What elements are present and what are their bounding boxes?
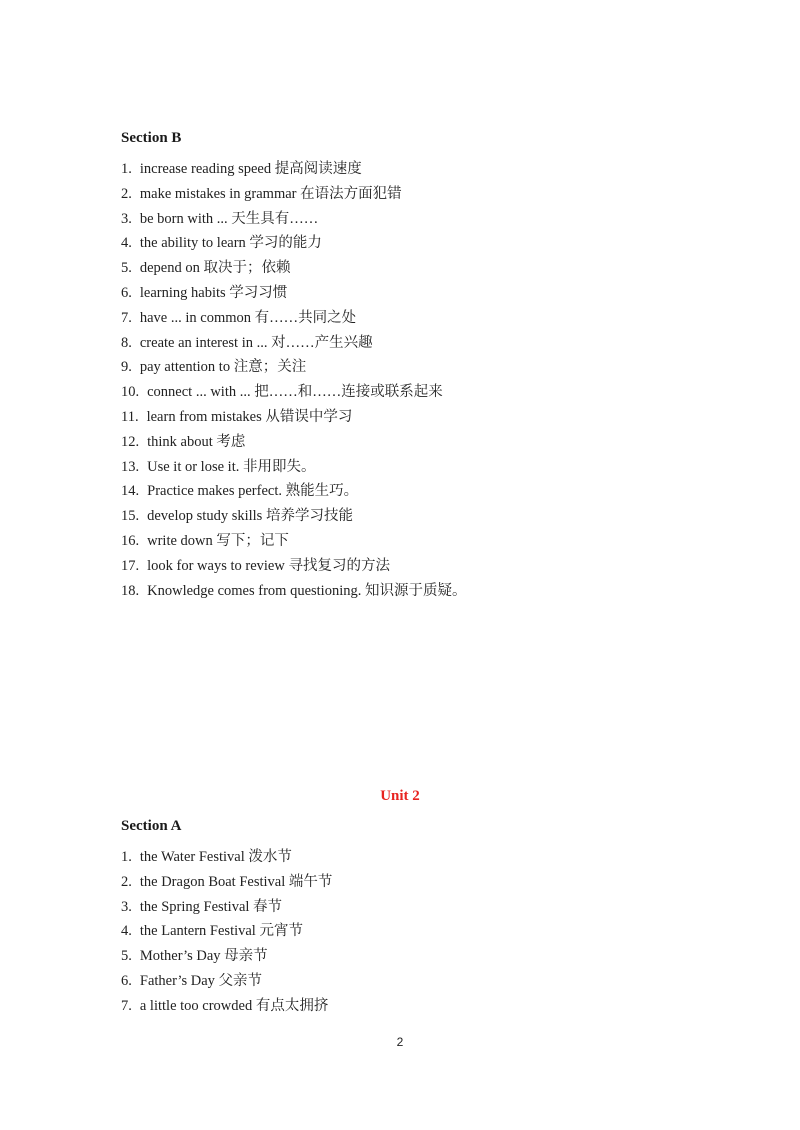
item-number: 4. (121, 235, 132, 252)
item-number: 7. (121, 309, 132, 326)
item-text: Father’s Day 父亲节 (139, 972, 263, 989)
list-item (121, 479, 467, 504)
item-text: make mistakes in grammar 在语法方面犯错 (139, 185, 402, 202)
list-item (121, 281, 467, 306)
list-item (121, 231, 467, 256)
item-text: connect ... with ... 把……和……连接或联系起来 (147, 384, 443, 401)
item-text: Mother’s Day 母亲节 (139, 948, 268, 965)
list-item (121, 355, 467, 380)
list-item (121, 157, 467, 182)
item-number: 3. (121, 898, 132, 915)
list-item (121, 405, 467, 430)
item-number: 13. (121, 458, 140, 475)
item-text: the ability to learn 学习的能力 (139, 235, 322, 252)
list-item (121, 845, 332, 870)
item-number: 8. (121, 334, 132, 351)
item-text: have ... in common 有……共同之处 (139, 309, 357, 326)
item-number: 1. (121, 161, 132, 177)
item-text: develop study skills 培养学习技能 (147, 508, 353, 525)
item-number: 3. (121, 210, 132, 227)
list-item (121, 256, 467, 281)
item-number: 6. (121, 972, 132, 989)
list-item (121, 994, 332, 1019)
item-text: the Spring Festival 春节 (139, 898, 283, 915)
section-a-heading: Section A (121, 818, 182, 834)
item-text: write down 写下；记下 (147, 532, 289, 549)
list-item (121, 895, 332, 920)
list-item (121, 306, 467, 331)
item-text: Practice makes perfect. 熟能生巧。 (147, 483, 359, 500)
item-number: 15. (121, 508, 140, 525)
item-text: the Lantern Festival 元宵节 (139, 923, 303, 940)
item-text: the Water Festival 泼水节 (139, 849, 292, 865)
list-item (121, 969, 332, 994)
item-text: Use it or lose it. 非用即失。 (147, 458, 316, 475)
list-item (121, 870, 332, 895)
list-item (121, 579, 467, 604)
unit-title: Unit 2 (380, 788, 420, 804)
list-item (121, 554, 467, 579)
item-text: be born with ... 天生具有…… (139, 210, 319, 227)
item-text: create an interest in ... 对……产生兴趣 (139, 334, 373, 351)
item-text: a little too crowded 有点太拥挤 (139, 997, 329, 1014)
item-number: 5. (121, 948, 132, 965)
item-number: 2. (121, 185, 132, 202)
list-item (121, 182, 467, 207)
item-text: pay attention to 注意；关注 (139, 359, 307, 376)
item-number: 16. (121, 532, 140, 549)
item-number: 7. (121, 997, 132, 1014)
item-number: 4. (121, 923, 132, 940)
item-text: learning habits 学习习惯 (139, 284, 288, 301)
list-item (121, 331, 467, 356)
item-number: 9. (121, 359, 132, 376)
item-number: 1. (121, 849, 132, 865)
item-number: 6. (121, 284, 132, 301)
list-item (121, 380, 467, 405)
item-number: 12. (121, 433, 140, 450)
item-number: 10. (121, 384, 140, 401)
item-text: learn from mistakes 从错误中学习 (146, 408, 353, 425)
page-number: 2 (396, 1035, 404, 1049)
item-number: 2. (121, 873, 132, 890)
list-item (121, 430, 467, 455)
section-b-phrase-list (121, 157, 467, 603)
section-a-phrase-list (121, 845, 332, 1019)
item-number: 5. (121, 260, 132, 277)
list-item (121, 455, 467, 480)
item-text: look for ways to review 寻找复习的方法 (147, 557, 390, 574)
item-number: 14. (121, 483, 140, 500)
item-text: depend on 取决于；依赖 (139, 260, 291, 277)
item-number: 17. (121, 557, 140, 574)
item-text: increase reading speed 提高阅读速度 (139, 161, 362, 177)
item-text: the Dragon Boat Festival 端午节 (139, 873, 333, 890)
list-item (121, 529, 467, 554)
list-item (121, 919, 332, 944)
item-number: 18. (121, 582, 140, 599)
list-item (121, 504, 467, 529)
item-number: 11. (121, 408, 139, 425)
item-text: Knowledge comes from questioning. 知识源于质疑。 (147, 582, 467, 599)
section-b-heading: Section B (121, 130, 182, 146)
item-text: think about 考虑 (147, 433, 246, 450)
list-item (121, 944, 332, 969)
list-item (121, 207, 467, 232)
